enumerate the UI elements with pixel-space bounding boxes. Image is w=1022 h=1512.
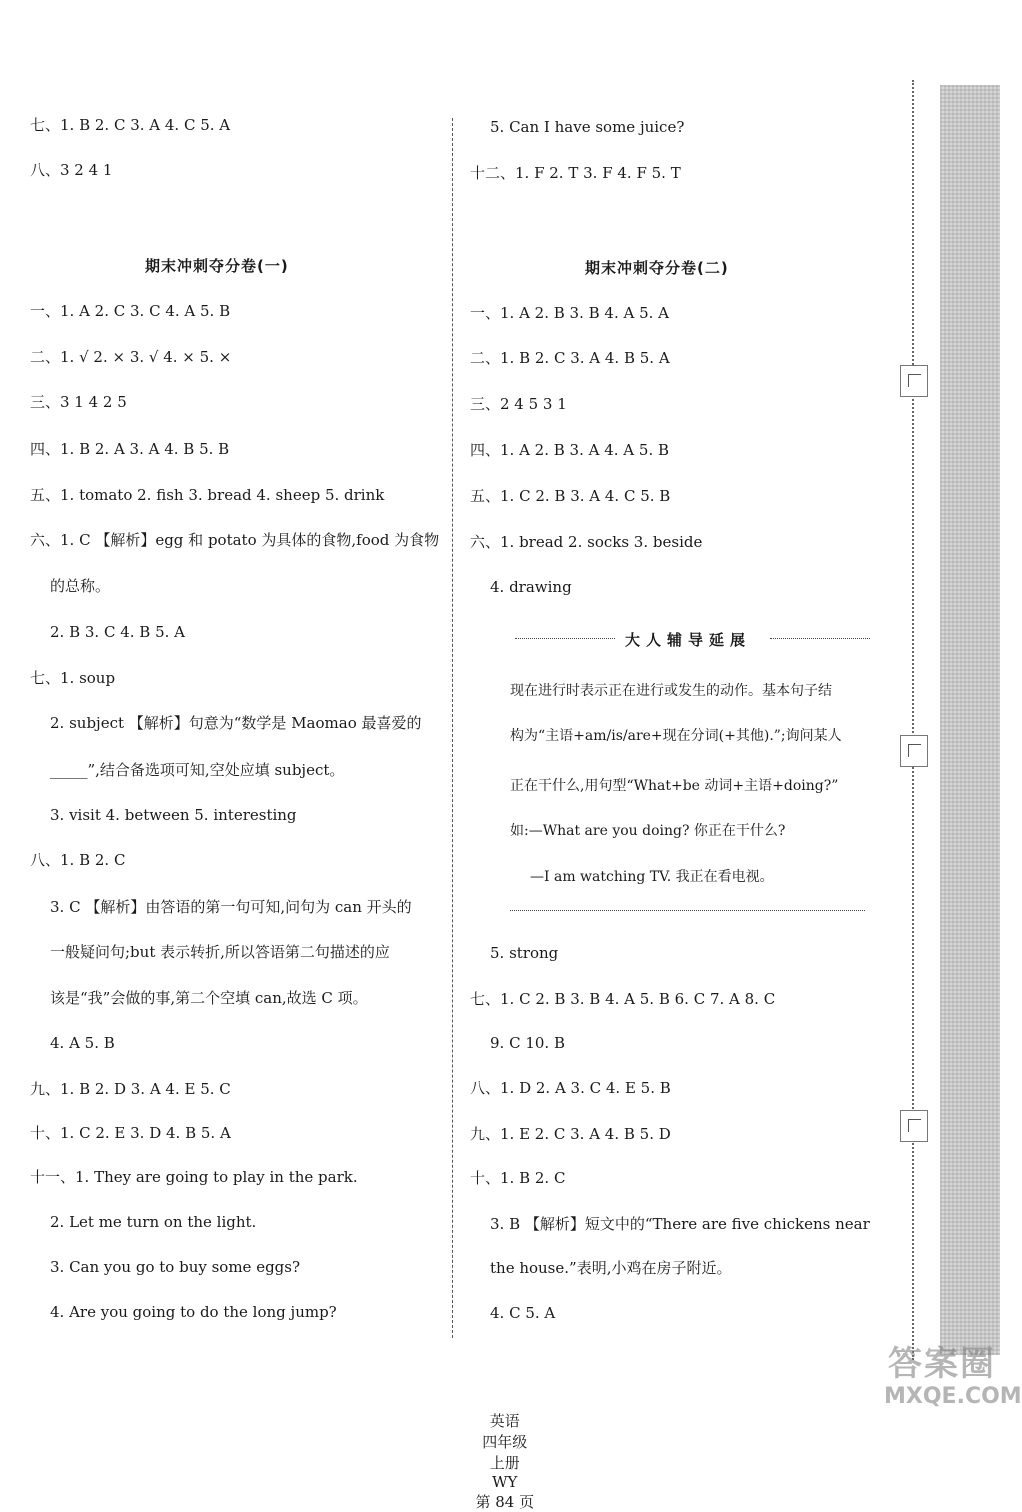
right-answer-line: 十二、1. F 2. T 3. F 4. F 5. T: [470, 164, 681, 182]
right-answer-line: 三、2 4 5 3 1: [470, 395, 567, 413]
watermark-url: MXQE.COM: [884, 1384, 1022, 1409]
left-answer-line: 4. Are you going to do the long jump?: [50, 1303, 337, 1321]
left-answer-line: 五、1. tomato 2. fish 3. bread 4. sheep 5. drink: [30, 486, 385, 504]
left-answer-line: 2. B 3. C 4. B 5. A: [50, 623, 185, 641]
watermark-text: 答案圈: [888, 1344, 996, 1384]
left-section-title: 期末冲刺夺分卷(一): [145, 257, 289, 275]
binding-fold-line: [912, 80, 914, 1360]
page-footer: [0, 1392, 1000, 1512]
binding-edge-band: [940, 85, 1000, 1355]
left-answer-line: 一、1. A 2. C 3. C 4. A 5. B: [30, 302, 231, 320]
footer-page-number: 第 84 页: [475, 1493, 535, 1511]
left-answer-line: 四、1. B 2. A 3. A 4. B 5. B: [30, 440, 230, 458]
right-answer-line: the house.”表明,小鸡在房子附近。: [490, 1259, 732, 1277]
right-answer-line: 五、1. C 2. B 3. A 4. C 5. B: [470, 487, 671, 505]
left-answer-line: 一般疑问句;but 表示转折,所以答语第二句描述的应: [50, 943, 390, 961]
right-answer-line: 六、1. bread 2. socks 3. beside: [470, 533, 703, 551]
left-answer-line: 三、3 1 4 2 5: [30, 393, 127, 411]
right-answer-line: 九、1. E 2. C 3. A 4. B 5. D: [470, 1125, 671, 1143]
left-answer-line: 该是“我”会做的事,第二个空填 can,故选 C 项。: [50, 989, 368, 1007]
extension-box-bottom-rule: [510, 910, 865, 911]
extension-text-line: 现在进行时表示正在进行或发生的动作。基本句子结: [510, 683, 832, 699]
right-answer-line: 十、1. B 2. C: [470, 1169, 566, 1187]
extension-text-line: 如:—What are you doing? 你正在干什么?: [510, 823, 786, 839]
left-answer-line: 的总称。: [50, 577, 111, 595]
dotted-rule-right: [770, 638, 870, 639]
left-answer-line: 2. subject 【解析】句意为“数学是 Maomao 最喜爱的: [50, 714, 422, 732]
left-answer-line: 九、1. B 2. D 3. A 4. E 5. C: [30, 1080, 231, 1098]
right-answer-line: 4. C 5. A: [490, 1304, 556, 1322]
right-answer-line: 七、1. C 2. B 3. B 4. A 5. B 6. C 7. A 8. C: [470, 990, 776, 1008]
left-answer-line: 六、1. C 【解析】egg 和 potato 为具体的食物,food 为食物: [30, 531, 440, 549]
binding-mark-ding: [900, 735, 928, 767]
right-section-title: 期末冲刺夺分卷(二): [585, 259, 729, 277]
right-answer-line: 5. strong: [490, 944, 559, 962]
left-answer-line: 4. A 5. B: [50, 1034, 115, 1052]
footer-edition: WY: [492, 1473, 518, 1491]
left-answer-line: 七、1. soup: [30, 669, 116, 687]
left-answer-line: 八、1. B 2. C: [30, 851, 126, 869]
footer-subject: 英语: [489, 1412, 520, 1430]
extension-text-line: 正在干什么,用句型“What+be 动词+主语+doing?”: [510, 778, 839, 794]
left-answer-line: 十一、1. They are going to play in the park.: [30, 1168, 358, 1186]
column-divider: [452, 118, 453, 1338]
extension-box-title: [515, 628, 870, 650]
left-answer-line: 3. Can you go to buy some eggs?: [50, 1258, 301, 1276]
right-answer-line: 八、1. D 2. A 3. C 4. E 5. B: [470, 1079, 671, 1097]
left-answer-line: 十、1. C 2. E 3. D 4. B 5. A: [30, 1124, 231, 1142]
right-answer-line: 四、1. A 2. B 3. A 4. A 5. B: [470, 441, 670, 459]
binding-mark-xian: [900, 1110, 928, 1142]
watermark-logo: [870, 1340, 1022, 1420]
left-answer-line: 八、3 2 4 1: [30, 161, 113, 179]
right-answer-line: 5. Can I have some juice?: [490, 118, 685, 136]
footer-volume: 上册: [489, 1454, 520, 1472]
right-answer-line: 3. B 【解析】短文中的“There are five chickens near: [490, 1215, 870, 1233]
left-answer-line: _____”,结合备选项可知,空处应填 subject。: [50, 761, 345, 779]
left-answer-line: 七、1. B 2. C 3. A 4. C 5. A: [30, 116, 231, 134]
right-answer-line: 9. C 10. B: [490, 1034, 565, 1052]
right-answer-line: 二、1. B 2. C 3. A 4. B 5. A: [470, 349, 670, 367]
left-answer-line: 二、1. √ 2. × 3. √ 4. × 5. ×: [30, 348, 232, 366]
extension-text-line: —I am watching TV. 我正在看电视。: [530, 869, 774, 885]
footer-grade: 四年级: [482, 1433, 528, 1451]
binding-mark-zhuang: [900, 365, 928, 397]
extension-text-line: 构为“主语+am/is/are+现在分词(+其他).”;询问某人: [510, 728, 842, 744]
extension-title-text: 大人辅导延展: [625, 631, 752, 649]
dotted-rule-left: [515, 638, 615, 639]
left-answer-line: 3. visit 4. between 5. interesting: [50, 806, 297, 824]
left-answer-line: 2. Let me turn on the light.: [50, 1213, 257, 1231]
right-answer-line: 4. drawing: [490, 578, 572, 596]
right-answer-line: 一、1. A 2. B 3. B 4. A 5. A: [470, 304, 670, 322]
left-answer-line: 3. C 【解析】由答语的第一句可知,问句为 can 开头的: [50, 898, 412, 916]
